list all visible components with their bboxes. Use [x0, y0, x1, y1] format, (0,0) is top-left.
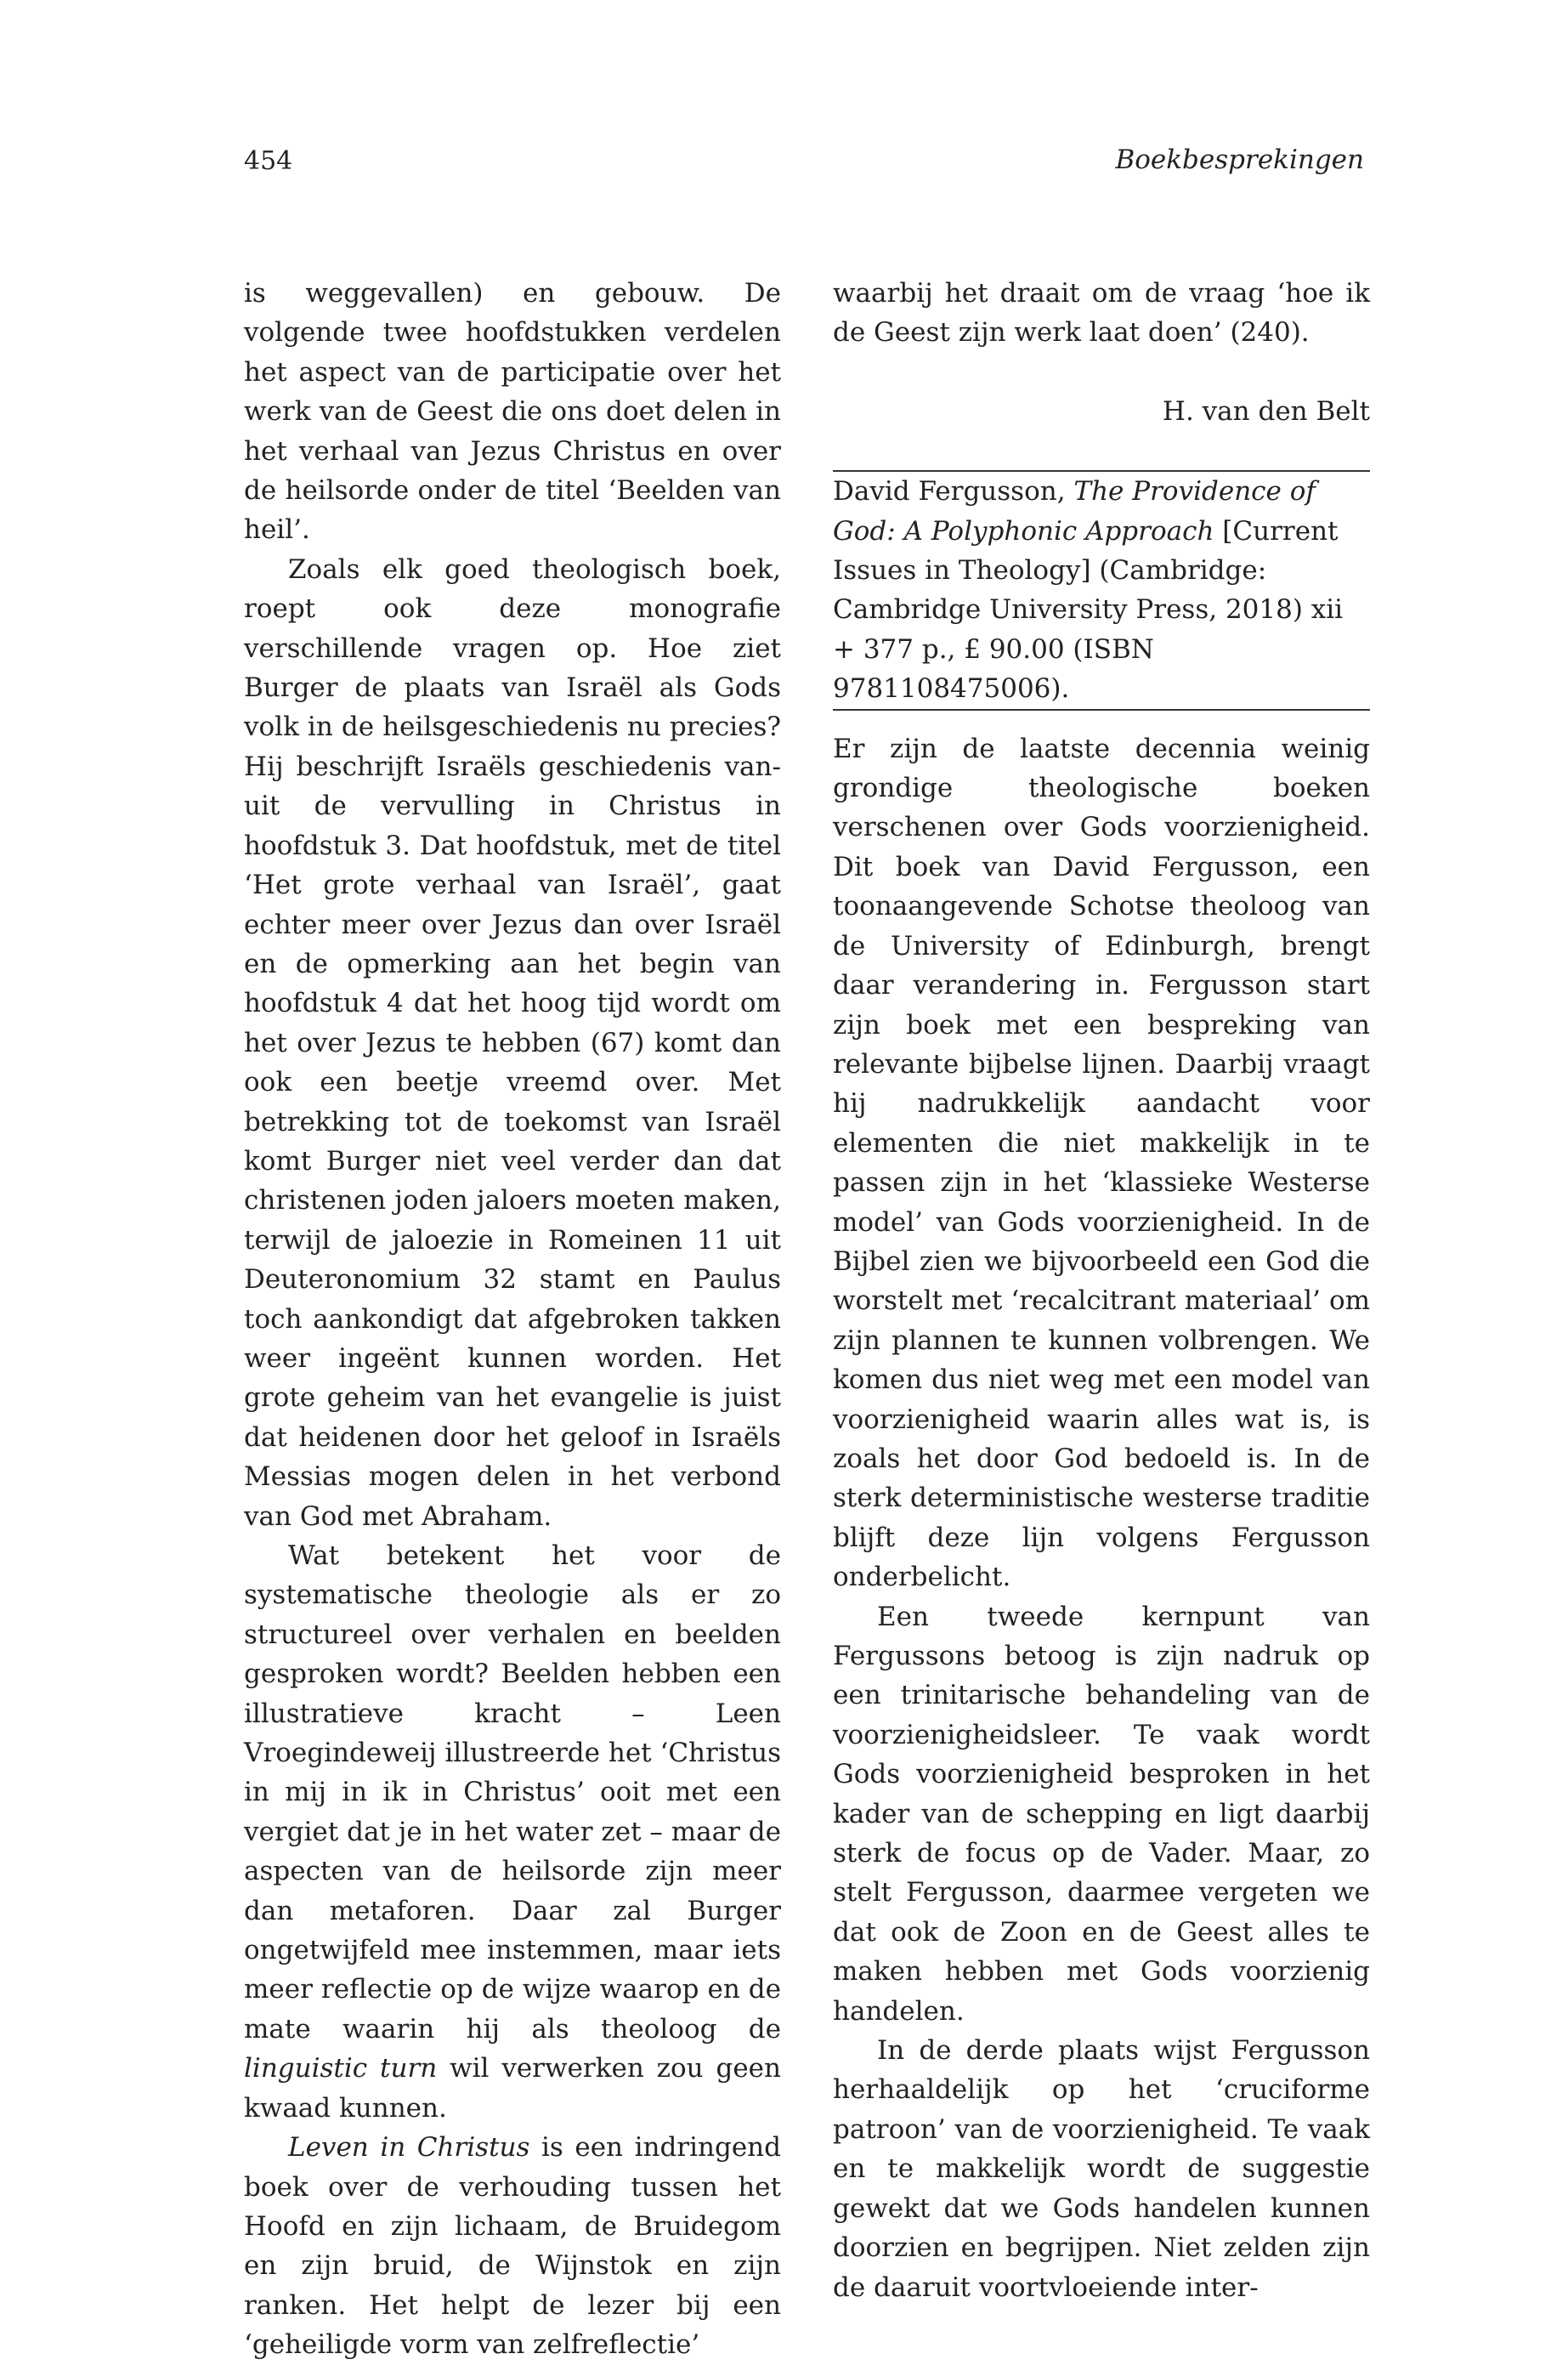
paragraph: Zoals elk goed theologisch boek, roept ook deze monografie verschillende vragen op. Hoe ziet Burger de plaats van Israël als Gods volk in de heilsgeschiedenis nu precies? Hij beschrijft Israëls geschiedenis vanuit de vervulling in Christus in hoofdstuk 3. Dat hoofdstuk, met de titel ‘Het grote verhaal van Israël’, gaat echter meer over Jezus dan over Israël en de opmerking aan het begin van hoofdstuk 4 dat het hoog tijd wordt om het over Jezus te hebben (67) komt dan ook een beetje vreemd over. Met betrekking tot de toekomst van Israël komt Burger niet veel verder dan dat christenen joden jaloers moeten maken, terwijl de jaloezie in Romeinen 11 uit Deuteronomium 32 stamt en Paulus toch aankondigt dat afgebroken takken weer ingeënt kunnen worden. Het grote geheim van het evangelie is juist dat heidenen door het geloof in Israëls Messias mogen delen in het verbond van God met Abraham. [244, 553, 781, 1532]
paragraph: In de derde plaats wijst Fergusson herhaaldelijk op het ‘cruciforme patroon’ van de voorzienigheid. Te vaak en te makkelijk wordt de suggestie gewekt dat we Gods handelen kunnen doorzien en begrijpen. Niet zelden zijn de daaruit voortvloeiende inter- [833, 2035, 1370, 2303]
book-author: David Fergusson, [833, 476, 1074, 508]
page-number: 454 [244, 146, 293, 176]
paragraph-text: is een indringend boek over de verhouding tussen het Hoofd en zijn lichaam, de Bruidegom en zijn bruid, de Wijnstok en zijn ranken. Het helpt de lezer bij een ‘geheiligde vorm van zelfreflectie’ [244, 2132, 781, 2361]
divider [833, 709, 1370, 711]
right-column [833, 274, 1370, 2307]
paragraph: Er zijn de laatste decennia weinig grondige theologische boeken verschenen over Gods voorzienigheid. Dit boek van David Fergusson, een toonaangevende Schotse theoloog van de University of Edinburgh, brengt daar verandering in. Fergusson start zijn boek met een bespreking van relevante bijbelse lijnen. Daarbij vraagt hij nadrukkelijk aandacht voor elementen die niet makkelijk in te passen zijn in het ‘klassieke Westerse model’ van Gods voorzienigheid. In de Bijbel zien we bijvoorbeeld een God die worstelt met ‘recalcitrant materiaal’ om zijn plannen te kunnen volbrengen. We komen dus niet weg met een model van voorzienigheid waarin alles wat is, is zoals het door God bedoeld is. In de sterk deterministische westerse traditie blijft deze lijn volgens Fergusson onderbelicht. [833, 733, 1370, 1593]
paragraph-text: Wat betekent het voor de systematische theologie als er zo structureel over verhalen en beelden gesproken wordt? Beelden hebben een illustratieve kracht – Leen Vroegindeweij illustreerde het ‘Christus in mij in ik in Christus’ ooit met een vergiet dat je in het water zet – maar de aspecten van de heilsorde zijn meer dan metaforen. Daar zal Burger ongetwijfeld mee instemmen, maar iets meer reflectie op de wijze waarop en de mate waarin hij als theoloog de [244, 1540, 781, 2045]
book-title: The Providence of God: A Polyphonic Approach [833, 476, 1316, 547]
italic-book-title: Leven in Christus [288, 2132, 530, 2164]
reviewer-signature: H. van den Belt [1162, 395, 1370, 427]
paragraph [244, 2128, 781, 2364]
paragraph: waarbij het draait om de vraag ‘hoe ik de Geest zijn werk laat doen’ (240). [833, 278, 1370, 349]
book-citation [833, 472, 1370, 708]
paragraph [244, 1536, 781, 2128]
paragraph-text: wil verwerken zou geen kwaad kunnen. [244, 2053, 781, 2124]
paragraph: Een tweede kernpunt van Fergussons betoog is zijn nadruk op een trinitarische behandeling van de voorzienigheidsleer. Te vaak wordt Gods voorzienigheid besproken in het kader van de schepping en ligt daarbij sterk de focus op de Vader. Maar, zo stelt Fergusson, daarmee vergeten we dat ook de Zoon en de Geest alles te maken hebben met Gods voorzienig handelen. [833, 1601, 1370, 2027]
book-details: [Current Issues in Theology] (Cambridge: Cambridge University Press, 2018) xii + 377 p., £ 90.00 (ISBN 9781108475006). [833, 515, 1344, 705]
italic-term: linguistic turn [244, 2053, 438, 2084]
left-column [244, 274, 781, 2365]
running-title: Boekbesprekingen [1115, 145, 1364, 175]
paragraph: is weggevallen) en gebouw. De volgende twee hoofdstukken verdelen het aspect van de participatie over het werk van de Geest die ons doet delen in het verhaal van Jezus Christus en over de heilsorde onder de titel ‘Beelden van heil’. [244, 278, 781, 546]
